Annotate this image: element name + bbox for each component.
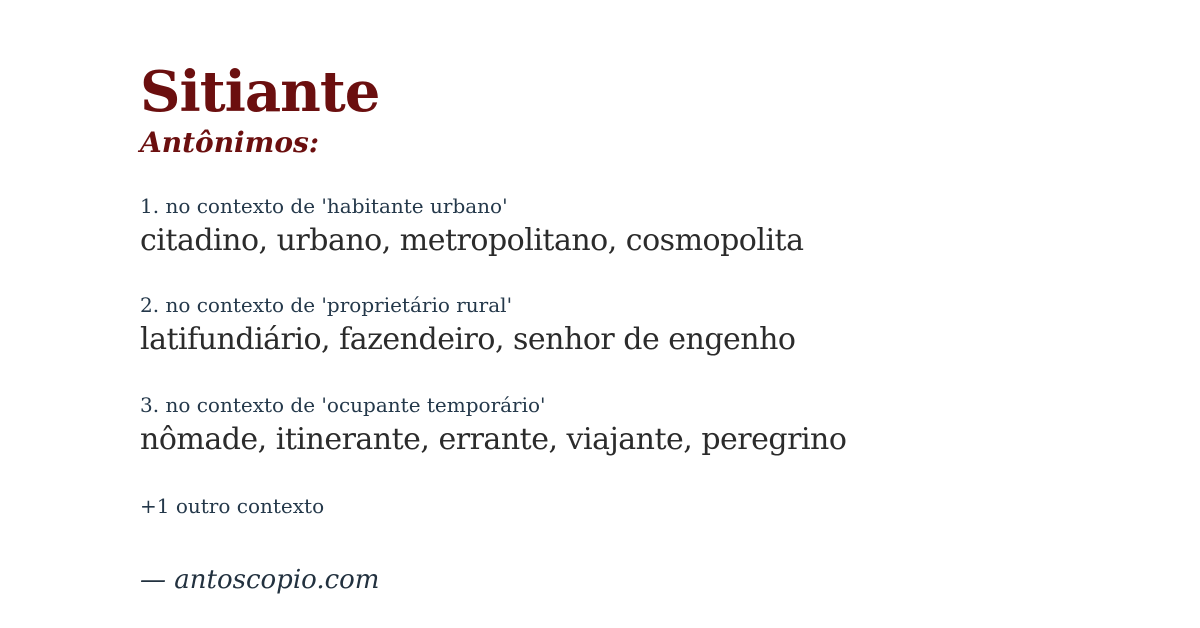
entry-1-antonyms: citadino, urbano, metropolitano, cosmopolita [140,222,804,258]
headword: Sitiante [140,59,380,125]
antonyms-section-label: Antônimos: [140,126,320,160]
entry-2-antonyms: latifundiário, fazendeiro, senhor de engenho [140,322,796,358]
entry-3-context: 3. no contexto de 'ocupante temporário' [140,392,546,417]
entry-1-context: 1. no contexto de 'habitante urbano' [140,193,508,218]
antonym-entry-2 [140,293,1160,359]
source-attribution: — antoscopio.com [140,565,380,596]
antonym-entry-1 [140,194,1160,260]
entry-3-antonyms: nômade, itinerante, errante, viajante, peregrino [140,421,847,457]
more-contexts-note: +1 outro contexto [140,494,325,519]
antonym-entry-3 [140,393,1160,459]
entry-2-context: 2. no contexto de 'proprietário rural' [140,293,513,318]
